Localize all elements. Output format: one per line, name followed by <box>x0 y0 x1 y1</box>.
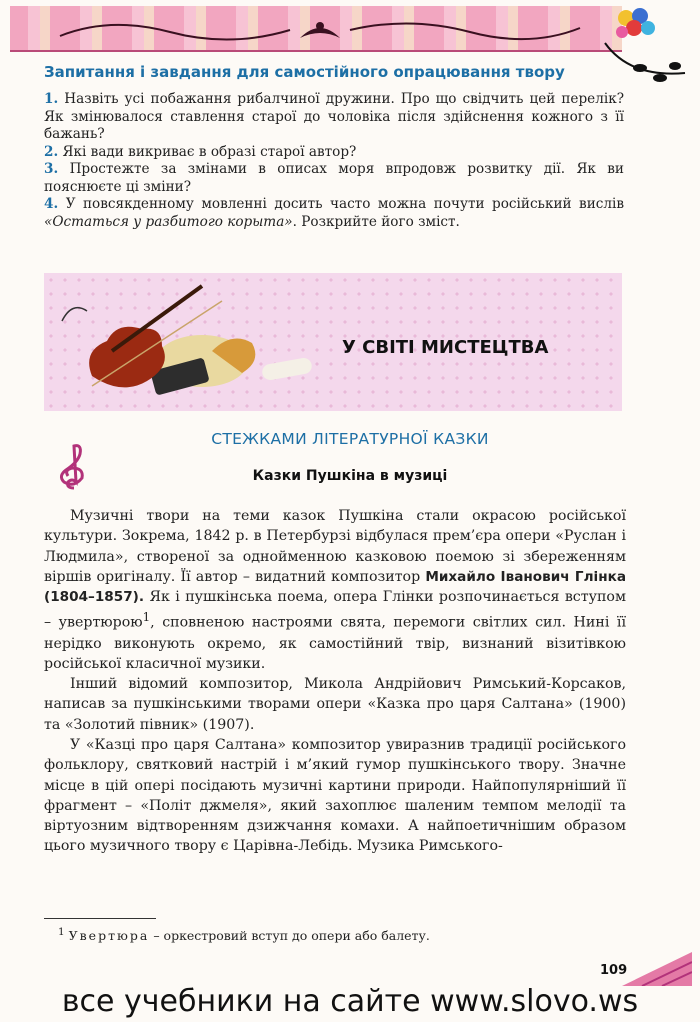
footnote-divider <box>44 918 156 919</box>
question-item: 4. У повсякденному мовленні досить часто можна почути російський вислів «Остаться у разбитого корыта». Розкрийте його зміст. <box>44 196 625 230</box>
footnote-marker: 1 <box>142 610 151 625</box>
ornament-icon <box>50 14 590 44</box>
article-body <box>44 506 626 857</box>
question-item: 3. Простежте за змінами в описах моря впродовж розвитку дії. Як ви пояснюєте ці зміни? <box>44 161 624 195</box>
paragraph: Музичні твори на теми казок Пушкіна стали окрасою російської культури. Зокрема, 1842 р. в Петербурзі відбулася прем’єра опери «Руслан і Людмила», створеної за однойменною казковою поемою зі збереженням віршів оригіналу. Її автор – видатний композитор Михайло Іванович Глінка (1804–1857). Як і пушкінська поема, опера Глінки розпочинається вступом – увертюрою$^1$, сповненою настроями свята, перемоги світлих сил. Нині її нерідко виконують окремо, як самостійний твір, визнаний візитівкою російської класичної музики. <box>44 508 627 672</box>
top-banner <box>10 6 622 52</box>
art-section-banner <box>44 273 622 411</box>
questions-heading: Запитання і завдання для самостійного опрацювання твору <box>44 63 565 81</box>
treble-clef-icon <box>52 440 96 492</box>
page-number: 109 <box>600 963 628 978</box>
question-item: 1. Назвіть усі побажання рибалчиної дружини. Про що свідчить цей перелік? Як змінювалося ставлення старої до чоловіка після здійснення кожного з її бажань? <box>44 91 624 142</box>
questions-list <box>44 91 624 231</box>
question-item: 2. Які вади викриває в образі старої автор? <box>44 143 357 160</box>
footer-watermark: все учебники на сайте www.slovo.ws <box>61 984 639 1019</box>
paragraph: У «Казці про царя Салтана» композитор увиразнив традиції російського фольклору, святковий настрій і м’який гумор пушкінського твору. Значне місце в цій опері посідають музичні картини природи. Найпопулярніший її фрагмент – «Політ джмеля», який захоплює шаленим темпом мелодії та віртуозним відтворенням дзижчання комахи. А найпоетичнішим образом цього музичного твору є Царівна-Лебідь. Музика Римського- <box>44 737 626 855</box>
corner-ornament-icon <box>622 952 692 986</box>
section-title: СТЕЖКАМИ ЛІТЕРАТУРНОЇ КАЗКИ <box>211 430 489 448</box>
paragraph: Інший відомий композитор, Микола Андрійович Римський-Корсаков, написав за пушкінськими творами опери «Казка про царя Салтана» (1900) та «Золотий півник» (1907). <box>44 676 626 733</box>
art-section-title: У СВІТІ МИСТЕЦТВА <box>342 337 549 358</box>
footnote: $^1$ Увертюра – оркестровий вступ до опери або балету. <box>58 926 430 944</box>
section-subtitle: Казки Пушкіна в музиці <box>252 468 448 484</box>
violin-icon <box>52 281 322 403</box>
